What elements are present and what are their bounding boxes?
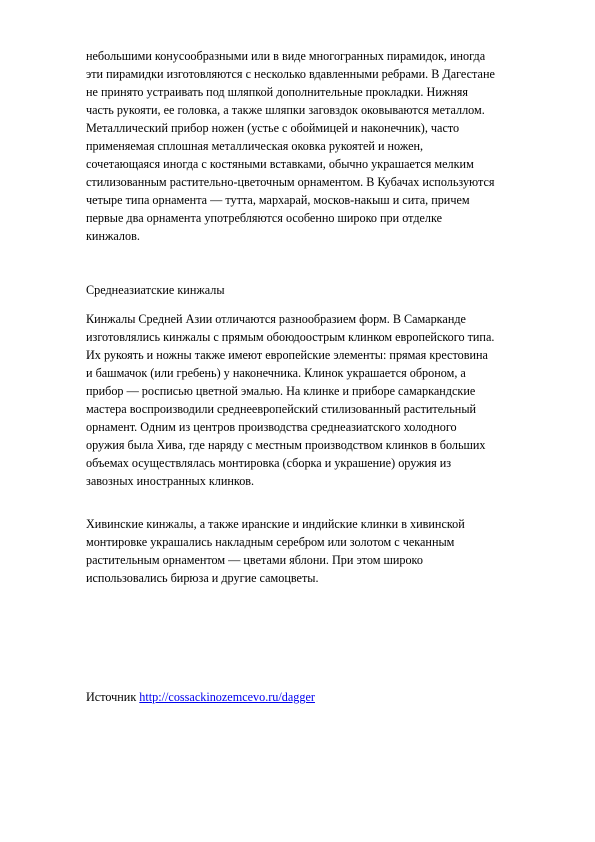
text-line: небольшими конусообразными или в виде многогранных пирамидок, иногда	[86, 49, 486, 63]
paragraph-khiva	[86, 515, 526, 587]
text-line: оружия была Хива, где наряду с местным производством клинков в больших	[86, 438, 486, 452]
text-line: мастера воспроизводили среднеевропейский стилизованный растительный	[86, 402, 477, 416]
source-link[interactable]: http://cossackinozemcevo.ru/dagger	[139, 690, 315, 704]
text-line: Хивинские кинжалы, а также иранские и индийские клинки в хивинской	[86, 517, 465, 531]
text-line: не принято устраивать под шляпкой дополнительные прокладки. Нижняя	[86, 85, 469, 99]
text-line: монтировке украшались накладным серебром или золотом с чеканным	[86, 535, 455, 549]
text-line: прибор — росписью цветной эмалью. На клинке и приборе самаркандские	[86, 384, 476, 398]
text-line: эти пирамидки изготовляются с несколько вдавленными ребрами. В Дагестане	[86, 67, 495, 81]
text-line: использовались бирюза и другие самоцветы.	[86, 571, 319, 585]
source-label: Источник	[86, 690, 137, 704]
text-line: Металлический прибор ножен (устье с обоймицей и наконечник), часто	[86, 121, 460, 135]
text-line: сочетающаяся иногда с костяными вставками, обычно украшается мелким	[86, 157, 474, 171]
text-line: орнамент. Одним из центров производства среднеазиатского холодного	[86, 420, 457, 434]
text-line: объемах осуществлялась монтировка (сборка и украшение) оружия из	[86, 456, 452, 470]
section-heading	[86, 281, 526, 299]
text-line: Их рукоять и ножны также имеют европейские элементы: прямая крестовина	[86, 348, 488, 362]
text-line: применяемая сплошная металлическая оковка рукоятей и ножен,	[86, 139, 424, 153]
text-line: четыре типа орнамента — тутта, мархарай, москов-накыш и сита, причем	[86, 193, 470, 207]
text-line: первые два орнамента употребляются особенно широко при отделке	[86, 211, 443, 225]
text-line: растительным орнаментом — цветами яблони. При этом широко	[86, 553, 423, 567]
paragraph-ornament	[86, 47, 526, 245]
text-line: завозных иностранных клинков.	[86, 474, 255, 488]
source-line	[86, 688, 526, 706]
heading-text: Среднеазиатские кинжалы	[86, 283, 225, 297]
paragraph-central-asia	[86, 310, 526, 490]
text-line: и башмачок (или гребень) у наконечника. Клинок украшается оброном, а	[86, 366, 466, 380]
text-line: часть рукояти, ее головка, а также шляпки заговздок оковываются металлом.	[86, 103, 485, 117]
text-line: изготовлялись кинжалы с прямым обоюдоострым клинком европейского типа.	[86, 330, 495, 344]
text-line: Кинжалы Средней Азии отличаются разнообразием форм. В Самарканде	[86, 312, 466, 326]
text-line: стилизованным растительно-цветочным орнаментом. В Кубачах используются	[86, 175, 495, 189]
text-line: кинжалов.	[86, 229, 140, 243]
